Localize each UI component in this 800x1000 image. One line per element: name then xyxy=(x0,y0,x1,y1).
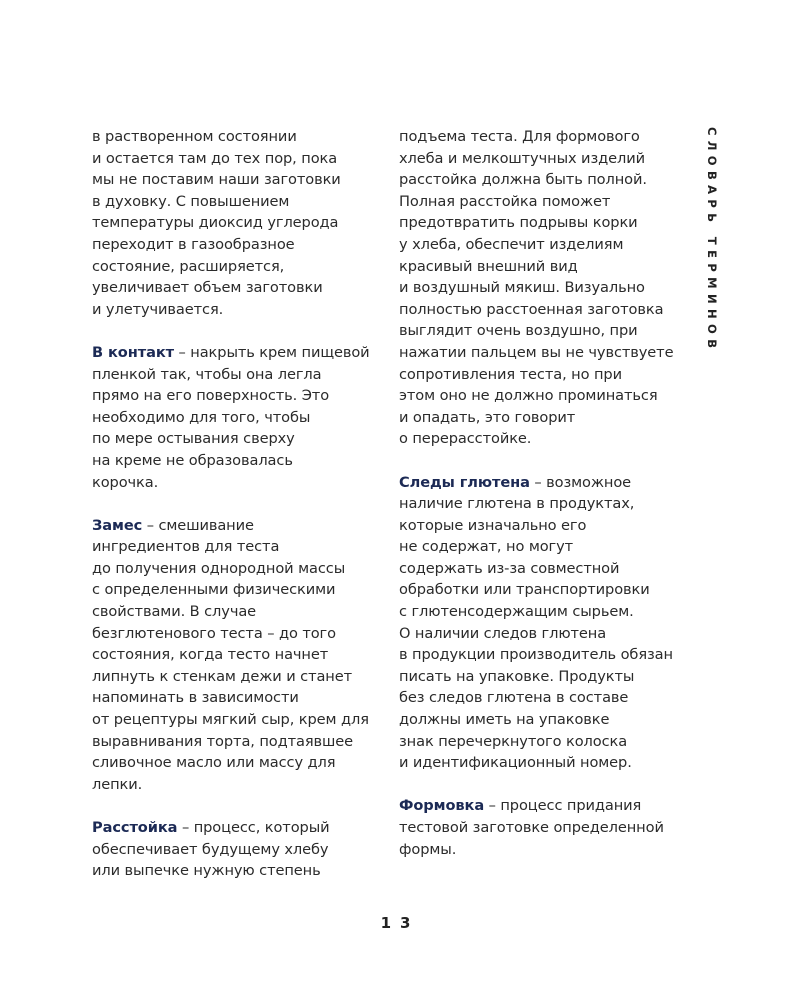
text-paragraph xyxy=(399,126,684,450)
text-line xyxy=(92,148,377,170)
line-text: выглядит очень воздушно, при xyxy=(399,322,638,340)
line-text: Полная расстойка поможет xyxy=(399,192,611,210)
paragraph-gap xyxy=(92,795,377,817)
glossary-term: Расстойка xyxy=(92,819,178,836)
text-line xyxy=(399,795,684,817)
text-line xyxy=(92,666,377,688)
line-text: температуры диоксид углерода xyxy=(92,214,339,232)
text-line xyxy=(399,817,684,839)
text-line xyxy=(399,687,684,709)
text-line xyxy=(92,385,377,407)
text-line xyxy=(92,579,377,601)
line-text: прямо на его поверхность. Это xyxy=(92,387,330,405)
line-text: с глютенсодержащим сырьем. xyxy=(399,603,634,621)
line-text: – процесс, который xyxy=(177,819,330,836)
glossary-entry xyxy=(92,342,377,493)
text-line xyxy=(92,450,377,472)
line-text: напоминать в зависимости xyxy=(92,689,299,707)
line-text: знак перечеркнутого колоска xyxy=(399,732,628,750)
line-text: расстойка должна быть полной. xyxy=(399,171,647,189)
text-line xyxy=(399,385,684,407)
text-line xyxy=(399,536,684,558)
line-text: у хлеба, обеспечит изделиям xyxy=(399,235,624,253)
line-text: о перерасстойке. xyxy=(399,430,532,448)
text-line xyxy=(399,644,684,666)
line-text: состояния, когда тесто начнет xyxy=(92,646,329,664)
line-text: сопротивления теста, но при xyxy=(399,365,622,383)
line-text: без следов глютена в составе xyxy=(399,689,629,707)
line-text: свойствами. В случае xyxy=(92,603,257,621)
text-line xyxy=(92,299,377,321)
text-line xyxy=(399,515,684,537)
line-text: содержать из-за совместной xyxy=(399,559,620,577)
line-text: с определенными физическими xyxy=(92,581,336,599)
text-line xyxy=(399,126,684,148)
line-text: состояние, расширяется, xyxy=(92,257,285,275)
text-line xyxy=(399,428,684,450)
text-line xyxy=(92,277,377,299)
text-line xyxy=(92,428,377,450)
text-line xyxy=(399,320,684,342)
line-text: красивый внешний вид xyxy=(399,257,578,275)
text-line xyxy=(399,558,684,580)
text-line xyxy=(399,623,684,645)
text-line xyxy=(399,234,684,256)
text-line xyxy=(399,191,684,213)
text-line xyxy=(399,212,684,234)
right-column xyxy=(399,126,684,860)
text-line xyxy=(399,342,684,364)
line-text: липнуть к стенкам дежи и станет xyxy=(92,667,353,685)
glossary-term: В контакт xyxy=(92,343,174,361)
line-text: в растворенном состоянии xyxy=(92,128,297,145)
line-text: ингредиентов для теста xyxy=(92,538,280,556)
text-line xyxy=(399,709,684,731)
glossary-entry xyxy=(92,817,377,882)
line-text: – смешивание xyxy=(142,516,254,534)
text-line xyxy=(92,839,377,861)
line-text: – накрыть крем пищевой xyxy=(174,343,370,361)
text-line xyxy=(92,191,377,213)
line-text: в продукции производитель обязан xyxy=(399,646,673,664)
text-line xyxy=(399,601,684,623)
text-line xyxy=(399,169,684,191)
glossary-entry xyxy=(399,472,684,774)
text-line xyxy=(92,536,377,558)
text-line xyxy=(399,752,684,774)
line-text: и идентификационный номер. xyxy=(399,754,632,772)
line-text: обработки или транспортировки xyxy=(399,581,650,599)
line-text: корочка. xyxy=(92,473,159,491)
line-text: О наличии следов глютена xyxy=(399,624,607,642)
line-text: и воздушный мякиш. Визуально xyxy=(399,279,645,297)
text-line xyxy=(92,169,377,191)
paragraph-gap xyxy=(92,493,377,515)
line-text: или выпечке нужную степень xyxy=(92,862,321,880)
line-text: нажатии пальцем вы не чувствуете xyxy=(399,343,674,361)
line-text: необходимо для того, чтобы xyxy=(92,408,311,426)
line-text: формы. xyxy=(399,840,457,858)
section-title: СЛОВАРЬ ТЕРМИНОВ xyxy=(705,127,719,354)
line-text: этом оно не должно проминаться xyxy=(399,387,658,405)
text-line xyxy=(92,860,377,882)
text-line xyxy=(92,623,377,645)
line-text: переходит в газообразное xyxy=(92,235,295,253)
line-text: и остается там до тех пор, пока xyxy=(92,149,338,167)
text-line xyxy=(92,601,377,623)
glossary-term: Замес xyxy=(92,516,143,534)
line-text: должны иметь на упаковке xyxy=(399,711,610,729)
line-text: безглютенового теста – до того xyxy=(92,624,336,642)
text-line xyxy=(92,212,377,234)
text-line xyxy=(92,407,377,429)
text-line xyxy=(92,515,377,537)
text-line xyxy=(92,342,377,364)
line-text: мы не поставим наши заготовки xyxy=(92,171,341,189)
line-text: в духовку. С повышением xyxy=(92,192,290,210)
line-text: писать на упаковке. Продукты xyxy=(399,667,635,685)
line-text: по мере остывания сверху xyxy=(92,430,295,448)
line-text: увеличивает объем заготовки xyxy=(92,279,323,297)
text-line xyxy=(92,731,377,753)
glossary-term: Следы глютена xyxy=(399,473,530,491)
text-line xyxy=(92,817,377,839)
line-text: лепки. xyxy=(92,775,143,793)
text-line xyxy=(92,644,377,666)
page-number: 13 xyxy=(380,914,420,932)
text-line xyxy=(399,472,684,494)
line-text: – возможное xyxy=(529,473,632,491)
paragraph-gap xyxy=(399,450,684,472)
text-line xyxy=(92,774,377,796)
line-text: сливочное масло или массу для xyxy=(92,754,336,772)
line-text: которые изначально его xyxy=(399,516,587,534)
line-text: пленкой так, чтобы она легла xyxy=(92,365,322,383)
text-line xyxy=(399,839,684,861)
line-text: наличие глютена в продуктах, xyxy=(399,495,635,513)
line-text: от рецептуры мягкий сыр, крем для xyxy=(92,711,369,729)
text-line xyxy=(92,256,377,278)
text-line xyxy=(92,126,377,148)
text-line xyxy=(92,687,377,709)
line-text: выравнивания торта, подтаявшее xyxy=(92,732,354,750)
text-line xyxy=(399,666,684,688)
line-text: обеспечивает будущему хлебу xyxy=(92,840,329,858)
line-text: – процесс придания xyxy=(484,797,642,815)
text-line xyxy=(399,579,684,601)
line-text: на креме не образовалась xyxy=(92,451,293,469)
paragraph-gap xyxy=(399,774,684,796)
text-line xyxy=(92,364,377,386)
text-line xyxy=(92,558,377,580)
text-line xyxy=(399,493,684,515)
text-line xyxy=(92,752,377,774)
line-text: подъема теста. Для формового xyxy=(399,128,640,145)
line-text: не содержат, но могут xyxy=(399,538,574,556)
line-text: до получения однородной массы xyxy=(92,559,346,577)
text-line xyxy=(92,234,377,256)
line-text: и улетучивается. xyxy=(92,300,224,318)
line-text: и опадать, это говорит xyxy=(399,408,576,426)
line-text: тестовой заготовке определенной xyxy=(399,819,664,836)
text-line xyxy=(399,407,684,429)
text-line xyxy=(399,299,684,321)
glossary-entry xyxy=(399,795,684,860)
text-paragraph xyxy=(92,126,377,320)
line-text: полностью расстоенная заготовка xyxy=(399,300,664,318)
text-line xyxy=(399,277,684,299)
text-line xyxy=(399,731,684,753)
line-text: предотвратить подрывы корки xyxy=(399,214,638,232)
glossary-entry xyxy=(92,515,377,796)
text-line xyxy=(92,472,377,494)
text-line xyxy=(399,148,684,170)
glossary-term: Формовка xyxy=(399,797,485,815)
text-line xyxy=(92,709,377,731)
left-column xyxy=(92,126,377,882)
text-line xyxy=(399,364,684,386)
line-text: хлеба и мелкоштучных изделий xyxy=(399,149,645,167)
paragraph-gap xyxy=(92,320,377,342)
text-line xyxy=(399,256,684,278)
